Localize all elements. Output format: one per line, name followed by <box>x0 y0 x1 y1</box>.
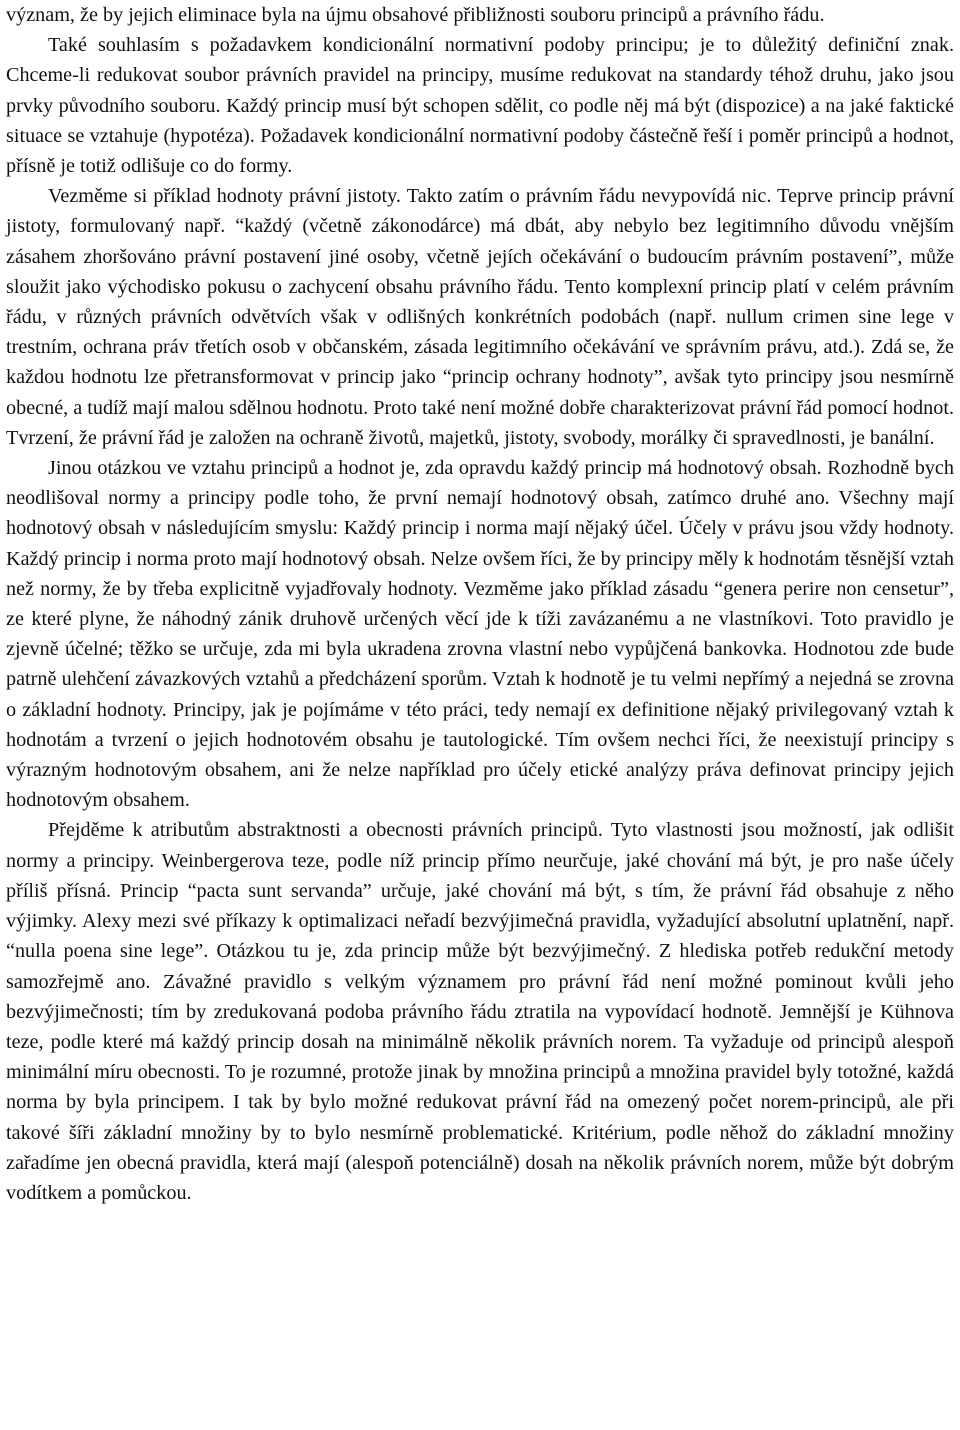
paragraph-1: význam, že by jejich eliminace byla na újmu obsahové přibližnosti souboru principů a právního řádu. <box>6 4 825 26</box>
paragraph-5: Přejděme k atributům abstraktnosti a obecnosti právních principů. Tyto vlastnosti jsou možností, jak odlišit normy a principy. Weinbergerova teze, podle níž princip přímo neurčuje, jaké chování má být, je pro naše účely příliš přísná. Princip “pacta sunt servanda” určuje, jaké chování má být, s tím, že právní řád obsahuje z něho výjimky. Alexy mezi své příkazy k optimalizaci neřadí bezvýjimečná pravidla, vyžadující absolutní uplatnění, např. “nulla poena sine lege”. Otázkou tu je, zda princip může být bezvýjimečný. Z hlediska potřeb redukční metody samozřejmě ano. Závažné pravidlo s velkým významem pro právní řád není možné pominout kvůli jeho bezvýjimečnosti; tím by zredukovaná podoba právního řádu ztratila na vypovídací hodnotě. Jemnější je Kühnova teze, podle které má každý princip dosah na minimálně několik právních norem. Ta vyžaduje od principů alespoň minimální míru obecnosti. To je rozumné, protože jinak by množina principů a množina pravidel byly totožné, každá norma by byla principem. I tak by bylo možné redukovat právní řád na omezený počet norem-principů, ale při takové šíři základní množiny by to bylo nesmírně problematické. Kritérium, podle něhož do základní množiny zařadíme jen obecná pravidla, která mají (alespoň potenciálně) dosah na několik právních norem, může být dobrým vodítkem a pomůckou. <box>6 819 954 1204</box>
paragraph-4: Jinou otázkou ve vztahu principů a hodnot je, zda opravdu každý princip má hodnotový obsah. Rozhodně bych neodlišoval normy a principy podle toho, že první nemají hodnotový obsah, zatímco druhé ano. Všechny mají hodnotový obsah v následujícím smyslu: Každý princip i norma mají nějaký účel. Účely v právu jsou vždy hodnoty. Každý princip i norma proto mají hodnotový obsah. Nelze ovšem říci, že by principy měly k hodnotám těsnější vztah než normy, že by třeba explicitně vyjadřovaly hodnoty. Vezměme jako příklad zásadu “genera perire non censetur”, ze které plyne, že náhodný zánik druhově určených věcí jde k tíži zavázanému a ne vlastníkovi. Toto pravidlo je zjevně účelné; těžko se určuje, zda mi byla ukradena zrovna vlastní nebo vypůjčená bankovka. Hodnotou zde bude patrně ulehčení závazkových vztahů a předcházení sporům. Vztah k hodnotě je tu velmi nepřímý a nejedná se zrovna o základní hodnoty. Principy, jak je pojímáme v této práci, tedy nemají ex definitione nějaký privilegovaný vztah k hodnotám a tvrzení o jejich hodnotovém obsahu je tautologické. Tím ovšem nechci říci, že neexistují principy s výrazným hodnotovým obsahem, ani že nelze například pro účely etické analýzy práva definovat principy jejich hodnotovým obsahem. <box>6 457 954 812</box>
paragraph-2: Také souhlasím s požadavkem kondicionální normativní podoby principu; je to důležitý definiční znak. Chceme-li redukovat soubor právních pravidel na principy, musíme redukovat na standardy téhož druhu, jako jsou prvky původního souboru. Každý princip musí být schopen sdělit, co podle něj má být (dispozice) a na jaké faktické situace se vztahuje (hypotéza). Požadavek kondicionální normativní podoby částečně řeší i poměr principů a hodnot, přísně je totiž odlišuje co do formy. <box>6 34 954 178</box>
document-page <box>6 0 954 1208</box>
paragraph-3: Vezměme si příklad hodnoty právní jistoty. Takto zatím o právním řádu nevypovídá nic. Teprve princip právní jistoty, formulovaný např. “každý (včetně zákonodárce) má dbát, aby nebylo bez legitimního důvodu vnějším zásahem zhoršováno právní postavení jiné osoby, včetně jejích očekávání o budoucím právním postavení”, může sloužit jako východisko pokusu o zachycení obsahu právního řádu. Tento komplexní princip platí v celém právním řádu, v různých právních odvětvích však v odlišných konkrétních podobách (např. nullum crimen sine lege v trestním, ochrana práv třetích osob v občanském, zásada legitimního očekávání ve správním právu, atd.). Zdá se, že každou hodnotu lze přetransformovat v princip jako “princip ochrany hodnoty”, avšak tyto principy jsou nesmírně obecné, a tudíž mají malou sdělnou hodnotu. Proto také není možné dobře charakterizovat právní řád pomocí hodnot. Tvrzení, že právní řád je založen na ochraně životů, majetků, jistoty, svobody, morálky či spravedlnosti, je banální. <box>6 185 954 449</box>
